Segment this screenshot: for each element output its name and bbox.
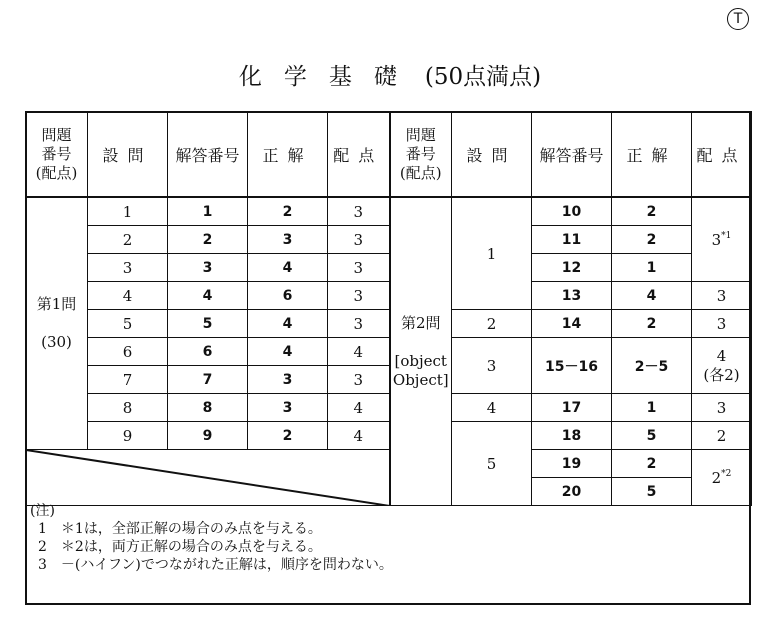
q1-answer-no: 2	[168, 226, 248, 254]
q2-correct: 2	[612, 450, 692, 478]
header-sub-q-2: 設問	[452, 112, 532, 198]
q1-answer-no: 7	[168, 366, 248, 394]
q2-answer-no: 11	[532, 226, 612, 254]
header-points: 配点	[328, 112, 390, 198]
notes	[30, 502, 393, 574]
q2-answer-no: 18	[532, 422, 612, 450]
q2-correct: 5	[612, 478, 692, 506]
note-item: 3 －(ハイフン)でつながれた正解は，順序を問わない。	[38, 557, 393, 573]
q2-correct: 2	[612, 310, 692, 338]
q1-points: 3	[328, 310, 390, 338]
q1-correct: 3	[248, 366, 328, 394]
q1-correct: 4	[248, 310, 328, 338]
title-points: (50点満点)	[424, 64, 542, 90]
q1-sub: 1	[88, 197, 168, 226]
q1-correct: 3	[248, 394, 328, 422]
q2-sub: 1	[452, 197, 532, 310]
q1-sub: 4	[88, 282, 168, 310]
q1-points: 3	[328, 366, 390, 394]
q1-answer-no: 8	[168, 394, 248, 422]
q1-points: 3	[328, 254, 390, 282]
q2-correct: 2	[612, 197, 692, 226]
q2-points: 3$^{*1}$	[692, 197, 752, 282]
header-correct: 正解	[248, 112, 328, 198]
q1-label: 第1問 (30)	[26, 197, 88, 450]
q1-correct: 6	[248, 282, 328, 310]
q1-points: 4	[328, 338, 390, 366]
q2-correct: 1	[612, 254, 692, 282]
q1-points: 4	[328, 394, 390, 422]
q2-answer-no: 15－16	[532, 338, 612, 394]
q1-sub: 9	[88, 422, 168, 450]
header-answer-no-2: 解答番号	[532, 112, 612, 198]
corner-circle-mark: T	[727, 8, 749, 30]
q2-answer-no: 13	[532, 282, 612, 310]
q2-sub: 2	[452, 310, 532, 338]
q1-sub: 8	[88, 394, 168, 422]
q2-correct: 2－5	[612, 338, 692, 394]
q1-points: 4	[328, 422, 390, 450]
q2-points: 2	[692, 422, 752, 450]
q2-correct: 2	[612, 226, 692, 254]
q1-points: 3	[328, 282, 390, 310]
header-q-no-2: 問題 番号 (配点)	[390, 112, 452, 198]
q2-answer-no: 14	[532, 310, 612, 338]
q2-correct: 5	[612, 422, 692, 450]
q1-answer-no: 5	[168, 310, 248, 338]
q2-answer-no: 12	[532, 254, 612, 282]
q1-answer-no: 6	[168, 338, 248, 366]
q1-answer-no: 4	[168, 282, 248, 310]
q2-sub: 5	[452, 422, 532, 506]
q1-points: 3	[328, 197, 390, 226]
q2-points: 3	[692, 310, 752, 338]
q2-points: 3	[692, 282, 752, 310]
q1-points: 3	[328, 226, 390, 254]
q1-answer-no: 3	[168, 254, 248, 282]
q1-sub: 3	[88, 254, 168, 282]
q1-correct: 4	[248, 338, 328, 366]
notes-heading: (注)	[30, 503, 55, 519]
q1-answer-no: 1	[168, 197, 248, 226]
q2-answer-no: 17	[532, 394, 612, 422]
q2-answer-no: 20	[532, 478, 612, 506]
q1-correct: 4	[248, 254, 328, 282]
q2-label: 第2問 [object Object]	[390, 197, 452, 506]
q2-points: 3	[692, 394, 752, 422]
q2-points: 2$^{*2}$	[692, 450, 752, 506]
note-item: 1 ＊1は，全部正解の場合のみ点を与える。	[38, 521, 322, 537]
q2-answer-no: 10	[532, 197, 612, 226]
q1-sub: 6	[88, 338, 168, 366]
q2-points: 4 (各2)	[692, 338, 752, 394]
q1-sub: 2	[88, 226, 168, 254]
q1-correct: 3	[248, 226, 328, 254]
q1-sub: 7	[88, 366, 168, 394]
header-correct-2: 正解	[612, 112, 692, 198]
q1-correct: 2	[248, 197, 328, 226]
q2-sub: 3	[452, 338, 532, 394]
header-q-no: 問題 番号 (配点)	[26, 112, 88, 198]
q1-sub: 5	[88, 310, 168, 338]
q1-answer-no: 9	[168, 422, 248, 450]
header-points-2: 配点	[692, 112, 752, 198]
q2-sub: 4	[452, 394, 532, 422]
q2-correct: 4	[612, 282, 692, 310]
title-main: 化学基礎	[238, 64, 419, 90]
header-answer-no: 解答番号	[168, 112, 248, 198]
q2-correct: 1	[612, 394, 692, 422]
note-item: 2 ＊2は，両方正解の場合のみ点を与える。	[38, 539, 322, 555]
header-sub-q: 設問	[88, 112, 168, 198]
page-title	[0, 58, 780, 91]
q1-correct: 2	[248, 422, 328, 450]
q2-answer-no: 19	[532, 450, 612, 478]
